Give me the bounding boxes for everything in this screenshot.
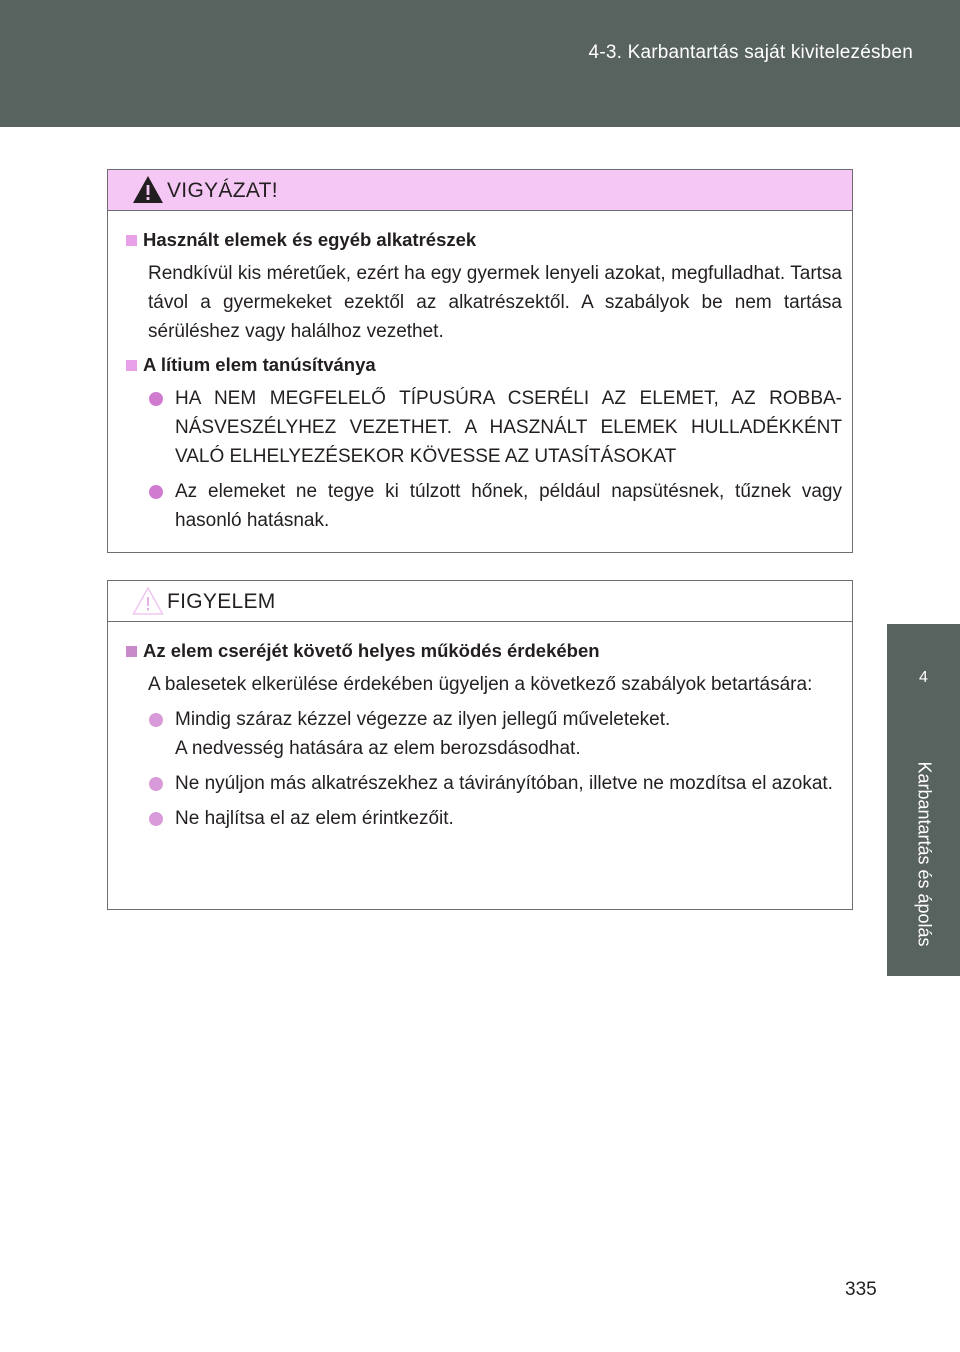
warning-box: [107, 169, 853, 553]
notice-heading: FIGYELEM: [167, 590, 276, 613]
section-title: 4-3. Karbantartás saját kivitelezésben: [588, 42, 913, 63]
warning-triangle-filled-icon: [132, 175, 164, 205]
bullet-item: [175, 384, 842, 471]
chapter-label-tab: [887, 732, 960, 976]
round-bullet-icon: [149, 812, 163, 826]
bullet-item: [175, 705, 842, 763]
notice-box: [107, 580, 853, 910]
chapter-label: Karbantartás és ápolás: [914, 761, 934, 947]
section-heading: [126, 227, 842, 253]
paragraph: A balesetek elkerülése érdekében ügyeljen a következő szabályok betartására:: [148, 674, 813, 695]
square-bullet-icon: [126, 360, 137, 371]
round-bullet-icon: [149, 392, 163, 406]
bullet-item: [175, 769, 842, 798]
section-heading-text: Az elem cseréjét követő helyes működés érdekében: [143, 640, 600, 661]
section-heading-text: A lítium elem tanúsítványa: [143, 354, 376, 375]
square-bullet-icon: [126, 235, 137, 246]
square-bullet-icon: [126, 646, 137, 657]
bullet-text-line2: A nedvesség hatására az elem berozsdásodhat.: [175, 738, 581, 759]
bullet-item: [175, 804, 842, 833]
bullet-text: HA NEM MEGFELELŐ TÍPUSÚRA CSERÉLI AZ ELEMET, AZ ROBBANÁSVESZÉLYHEZ VEZETHET. A HASZNÁLT ELEMEK HULLADÉKKÉNT VALÓ ELHELYEZÉSEKOR KÖVESSE AZ UTASÍTÁSOKAT: [175, 388, 842, 467]
page-number: 335: [845, 1279, 877, 1300]
bullet-text: Az elemeket ne tegye ki túlzott hőnek, például napsütésnek, tűznek vagy hasonló hatásnak.: [175, 481, 842, 531]
chapter-number-tab: 4: [887, 624, 960, 732]
bullet-text: Ne nyúljon más alkatrészekhez a távirányítóban, illetve ne mozdítsa el azokat.: [175, 773, 833, 794]
page-header-band: [0, 0, 960, 127]
section-heading: [126, 352, 842, 378]
round-bullet-icon: [149, 713, 163, 727]
round-bullet-icon: [149, 777, 163, 791]
section-heading-text: Használt elemek és egyéb alkatrészek: [143, 229, 477, 250]
warning-triangle-outline-icon: [132, 586, 164, 616]
notice-box-header: [108, 581, 852, 622]
warning-heading: VIGYÁZAT!: [167, 179, 278, 202]
warning-box-header: [108, 170, 852, 211]
bullet-text: Ne hajlítsa el az elem érintkezőit.: [175, 808, 454, 829]
round-bullet-icon: [149, 485, 163, 499]
paragraph: Rendkívül kis méretűek, ezért ha egy gyermek lenyeli azokat, megfulladhat. Tartsa távol a gyermekeket ezektől az alkatrészektől. A szabályok be nem tartása sérüléshez vagy halálhoz vezethet.: [148, 263, 842, 342]
bullet-text: Mindig száraz kézzel végezze az ilyen jellegű műveleteket.: [175, 709, 671, 730]
bullet-item: [175, 477, 842, 535]
section-heading: [126, 638, 842, 664]
